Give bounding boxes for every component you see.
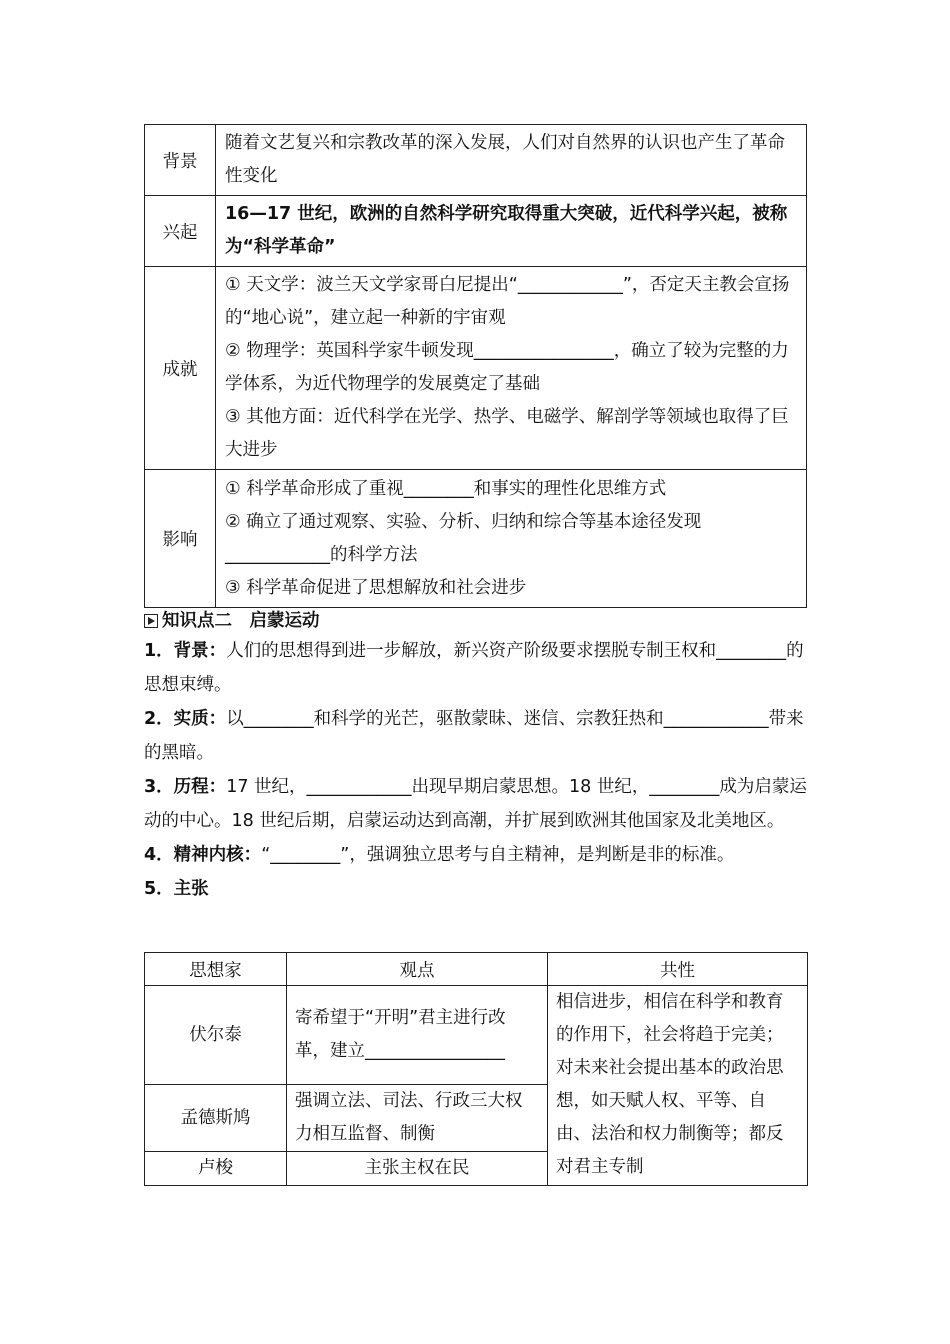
column-header: 观点 [287,953,548,986]
row-label: 背景 [145,125,216,196]
item-label: 5．主张 [144,879,209,899]
table-row [145,267,807,470]
thinker-name: 孟德斯鸠 [145,1085,287,1152]
content-line: 16—17 世纪，欧洲的自然科学研究取得重大突破，近代科学兴起，被称为“科学革命” [225,204,788,257]
row-content [216,470,807,608]
content-line: ② 物理学：英国科学家牛顿发现________________，确立了较为完整的力学体系，为近代物理学的发展奠定了基础 [225,341,789,394]
list-item [144,770,807,838]
list-item [144,634,807,702]
table-row [145,986,808,1085]
content-line: ① 天文学：波兰天文学家哥白尼提出“____________”，否定天主教会宣扬的“地心说”，建立起一种新的宇宙观 [225,275,790,328]
table-row [145,196,807,267]
list-item [144,838,807,872]
column-header: 思想家 [145,953,287,986]
item-text: “________”，强调独立思考与自主精神，是判断是非的标准。 [261,845,735,865]
item-label: 4．精神内核： [144,845,262,865]
thinkers-table [144,952,808,1186]
table-header-row [145,953,808,986]
thinker-name: 卢梭 [145,1152,287,1186]
column-header: 共性 [548,953,808,986]
common-traits: 相信进步，相信在科学和教育的作用下，社会将趋于完美；对未来社会提出基本的政治思想，如天赋人权、平等、自由、法治和权力制衡等；都反对君主专制 [548,986,808,1186]
item-label: 3．历程： [144,777,227,797]
content-line: 随着文艺复兴和宗教改革的深入发展，人们对自然界的认识也产生了革命性变化 [225,133,785,186]
row-label: 兴起 [145,196,216,267]
thinker-view: 寄希望于“开明”君主进行改革，建立________________ [287,986,548,1085]
content-line: ③ 其他方面：近代科学在光学、热学、电磁学、解剖学等领域也取得了巨大进步 [225,407,789,460]
item-text: 人们的思想得到进一步解放，新兴资产阶级要求摆脱专制王权和________的思想束缚。 [144,641,804,695]
content-line: ① 科学革命形成了重视________和事实的理性化思维方式 [225,478,667,499]
thinker-view: 主张主权在民 [287,1152,548,1186]
section-heading [144,608,807,634]
thinker-view: 强调立法、司法、行政三大权力相互监督、制衡 [287,1085,548,1152]
list-item [144,872,807,906]
spacer [144,906,807,952]
item-text: 17 世纪，____________出现早期启蒙思想。18 世纪，________成为启蒙运动的中心。18 世纪后期，启蒙运动达到高潮，并扩展到欧洲其他国家及北美地区。 [144,777,807,831]
row-content [216,196,807,267]
list-item [144,702,807,770]
content-line: ② 确立了通过观察、实验、分析、归纳和综合等基本途径发现____________的科学方法 [225,511,702,565]
item-label: 2．实质： [144,709,227,729]
science-revolution-table [144,124,807,608]
row-content [216,267,807,470]
row-content [216,125,807,196]
item-label: 1．背景： [144,641,227,661]
row-label: 成就 [145,267,216,470]
play-triangle-icon [144,614,158,628]
table-row [145,470,807,608]
table-row [145,125,807,196]
section-title: 知识点二 启蒙运动 [162,611,320,631]
row-label: 影响 [145,470,216,608]
content-line: ③ 科学革命促进了思想解放和社会进步 [225,577,527,598]
document-page [144,124,807,1186]
thinker-name: 伏尔泰 [145,986,287,1085]
item-text: 以________和科学的光芒，驱散蒙昧、迷信、宗教狂热和____________带来的黑暗。 [144,709,804,763]
